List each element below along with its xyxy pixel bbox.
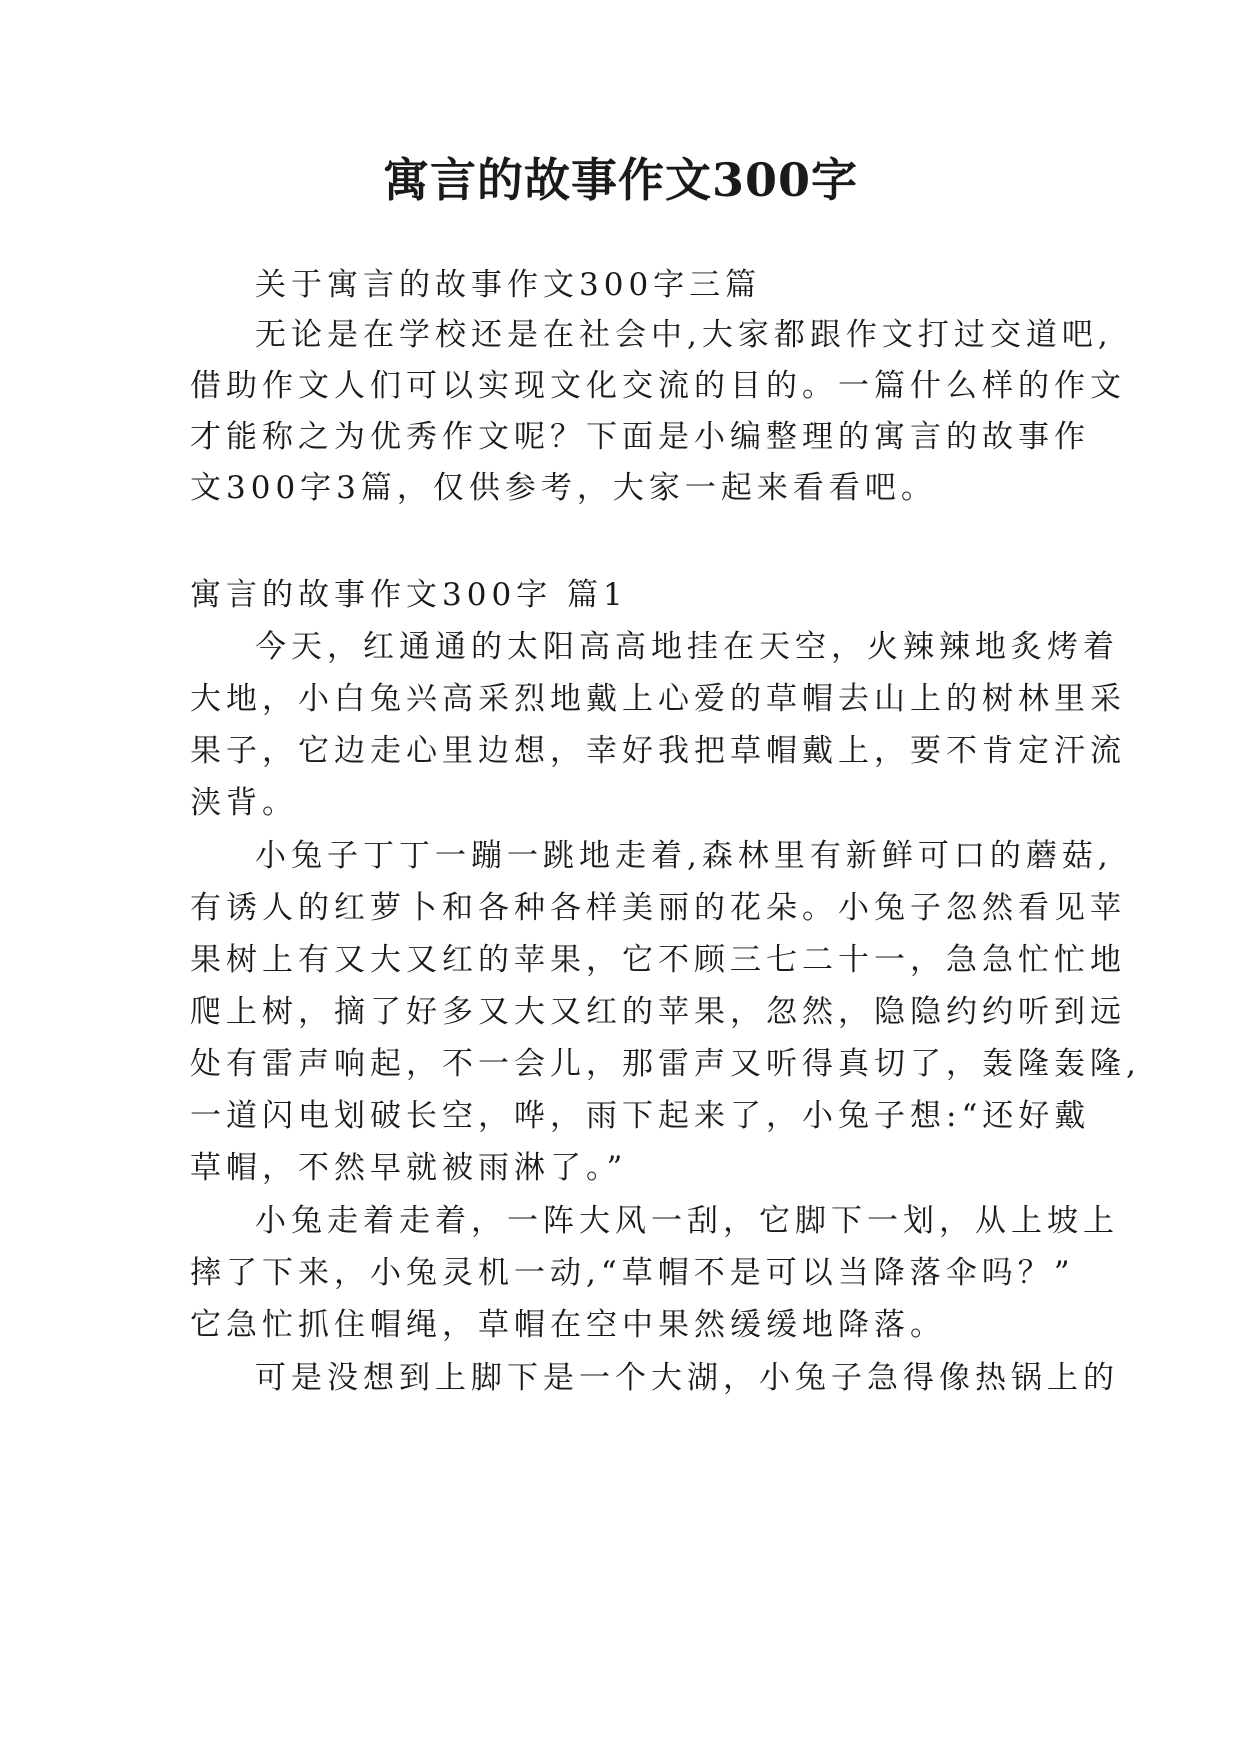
paragraph-line: 小兔子丁丁一蹦一跳地走着,森林里有新鲜可口的蘑菇, [255, 838, 1113, 874]
paragraph-line: 处有雷声响起，不一会儿，那雷声又听得真切了，轰隆轰隆, [190, 1046, 1141, 1082]
paragraph-line: 爬上树，摘了好多又大又红的苹果，忽然，隐隐约约听到远 [190, 994, 1126, 1030]
paragraph-line: 浃背。 [190, 785, 298, 821]
paragraph-line: 摔了下来，小兔灵机一动,“草帽不是可以当降落伞吗？” [190, 1255, 1075, 1291]
paragraph-line: 果树上有又大又红的苹果，它不顾三七二十一，急急忙忙地 [190, 942, 1126, 978]
document-subtitle: 关于寓言的故事作文300字三篇 [255, 267, 762, 303]
paragraph-line: 大地，小白兔兴高采烈地戴上心爱的草帽去山上的树林里采 [190, 681, 1126, 717]
paragraph-line: 果子，它边走心里边想，幸好我把草帽戴上，要不肯定汗流 [190, 733, 1126, 769]
paragraph-line: 一道闪电划破长空，哗，雨下起来了，小兔子想:“还好戴 [190, 1098, 1091, 1134]
section-heading: 寓言的故事作文300字 篇1 [190, 577, 628, 613]
paragraph-line: 有诱人的红萝卜和各种各样美丽的花朵。小兔子忽然看见苹 [190, 890, 1126, 926]
intro-line: 无论是在学校还是在社会中,大家都跟作文打过交道吧, [255, 317, 1113, 353]
paragraph-line: 它急忙抓住帽绳，草帽在空中果然缓缓地降落。 [190, 1307, 946, 1343]
intro-line: 借助作文人们可以实现文化交流的目的。一篇什么样的作文 [190, 368, 1126, 404]
paragraph-line: 草帽，不然早就被雨淋了。” [190, 1150, 628, 1186]
intro-line: 才能称之为优秀作文呢？下面是小编整理的寓言的故事作 [190, 419, 1090, 455]
page-title: 寓言的故事作文300字 [382, 153, 859, 207]
paragraph-line: 小兔走着走着，一阵大风一刮，它脚下一划，从上坡上 [255, 1203, 1119, 1239]
paragraph-line: 今天，红通通的太阳高高地挂在天空，火辣辣地炙烤着 [255, 629, 1119, 665]
paragraph-line: 可是没想到上脚下是一个大湖，小兔子急得像热锅上的 [255, 1360, 1119, 1396]
intro-line: 文300字3篇，仅供参考，大家一起来看看吧。 [190, 470, 937, 506]
